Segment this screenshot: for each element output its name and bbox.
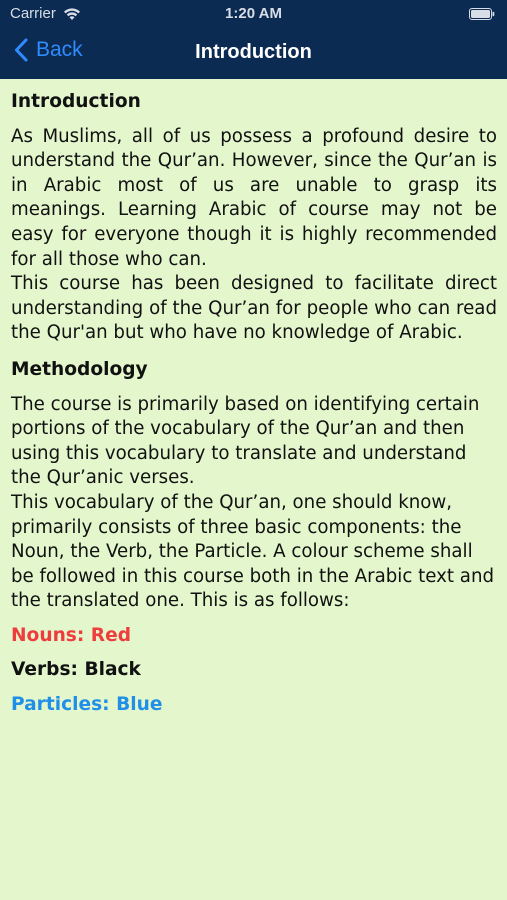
carrier-label: Carrier bbox=[10, 5, 56, 22]
content-area bbox=[11, 88, 497, 728]
introduction-paragraph-2: This course has been designed to facilitate direct understanding of the Qur’an for people who can read the Qur'an but who have no knowledge of Arabic. bbox=[11, 273, 497, 344]
section-spacer bbox=[11, 346, 497, 356]
methodology-heading: Methodology bbox=[11, 358, 148, 380]
verbs-color-label: Verbs: Black bbox=[11, 659, 141, 681]
particles-color-label: Particles: Blue bbox=[11, 694, 163, 716]
app-header bbox=[0, 0, 507, 79]
back-label: Back bbox=[36, 38, 83, 61]
nouns-color-label: Nouns: Red bbox=[11, 624, 132, 646]
status-bar bbox=[0, 0, 507, 28]
methodology-paragraph-2: This vocabulary of the Qur’an, one should know, primarily consists of three basic components: the Noun, the Verb, the Particle. A colour scheme shall be followed in this course both in the Arabic text and the translated one. This is as follows: bbox=[11, 491, 495, 612]
introduction-paragraph-1: As Muslims, all of us possess a profound desire to understand the Qur’an. However, since the Qur’an is in Arabic most of us are unable to grasp its meanings. Learning Arabic of course may not be easy for everyone though it is highly recommended for all those who can. bbox=[11, 125, 497, 270]
methodology-paragraph-1: The course is primarily based on identifying certain portions of the vocabulary of the Qur’an and then using this vocabulary to translate and understand the Qur’anic verses. bbox=[11, 393, 480, 489]
navigation-bar bbox=[0, 28, 507, 79]
status-time: 1:20 AM bbox=[225, 5, 282, 22]
section-spacer-2 bbox=[11, 614, 497, 624]
introduction-heading: Introduction bbox=[11, 91, 141, 112]
battery-icon bbox=[469, 7, 495, 19]
page-title: Introduction bbox=[195, 41, 312, 63]
